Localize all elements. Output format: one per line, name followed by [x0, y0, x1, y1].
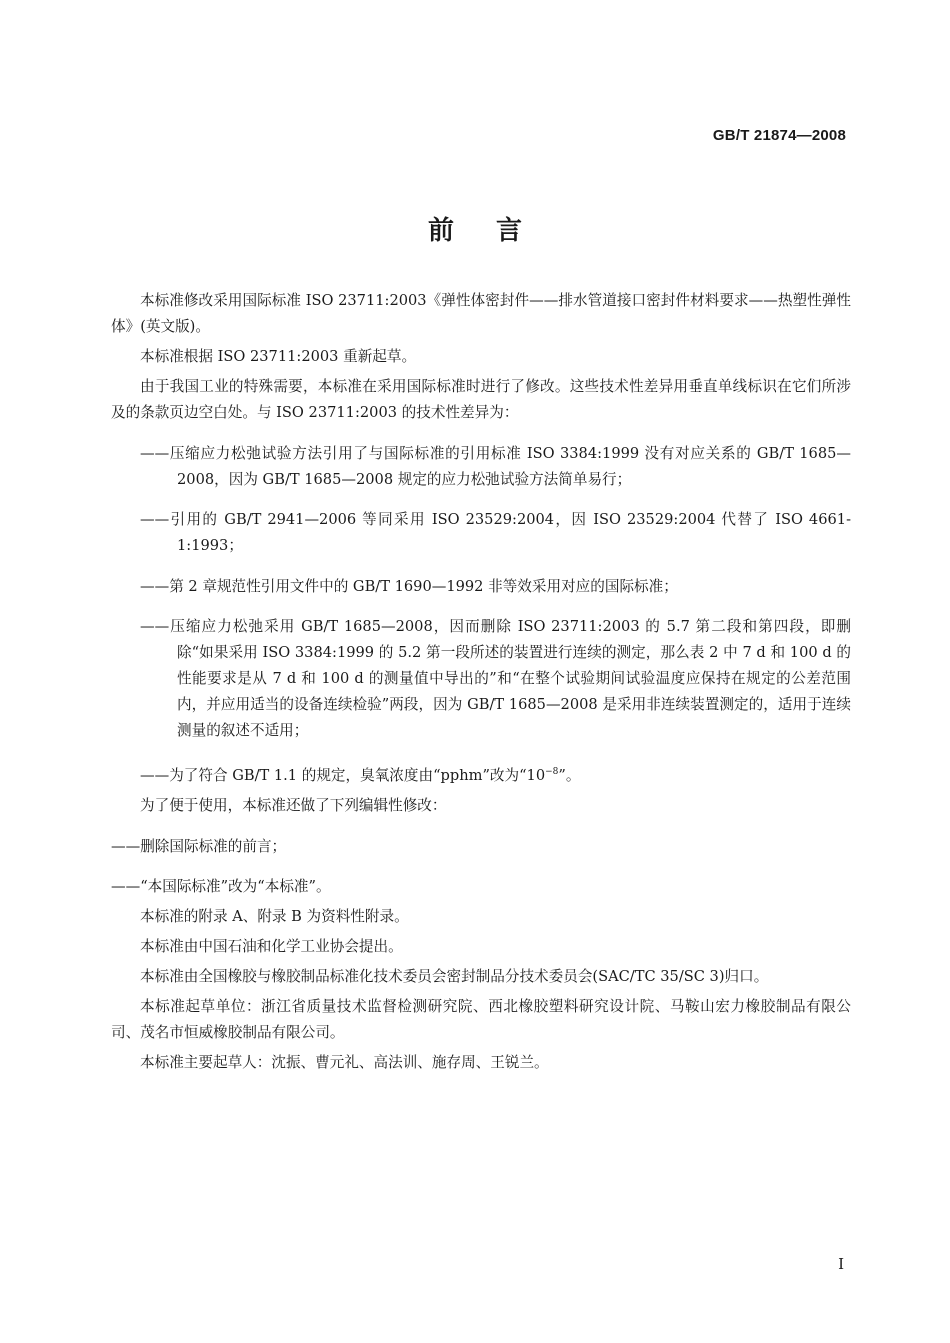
paragraph: 本标准由全国橡胶与橡胶制品标准化技术委员会密封制品分技术委员会(SAC/TC 35/SC 3)归口。	[140, 968, 769, 986]
paragraph: 本标准根据 ISO 23711:2003 重新起草。	[140, 348, 417, 365]
list-item: ——第 2 章规范性引用文件中的 GB/T 1690—1992 非等效采用对应的国际标准；	[140, 577, 678, 595]
paragraph: 本标准的附录 A、附录 B 为资料性附录。	[140, 908, 409, 926]
paragraph: 为了便于使用，本标准还做了下列编辑性修改：	[140, 796, 447, 814]
page-title: 前言	[427, 216, 564, 246]
list-item: ——引用的 GB/T 2941—2006 等同采用 ISO 23529:2004，因 ISO 23529:2004 代替了 ISO 4661-1:1993；	[140, 511, 851, 555]
list-item: ——“本国际标准”改为“本标准”。	[111, 878, 331, 896]
standard-code: GB/T 21874—2008	[712, 127, 846, 144]
ozone-text: ——为了符合 GB/T 1.1 的规定，臭氧浓度由“pphm”改为“10	[140, 766, 546, 784]
list-item: ——删除国际标准的前言；	[111, 837, 287, 855]
list-item: ——压缩应力松弛采用 GB/T 1685—2008，因而删除 ISO 23711:2003 的 5.7 第二段和第四段，即删除“如果采用 ISO 3384:1999 的 5.2 第一段所述的装置进行连续的测定，那么表 2 中 7 d 和 100 d 的性能要求是从 7 d 和 100 d 的测量值中导出的”和“在整个试验期间试验温度应保持在规定的公差范围内，并应用适当的设备连续检验”两段，因为 GB/T 1685—2008 是采用非连续装置测定的，适用于连续测量的叙述不适用；	[140, 618, 851, 740]
page-number: I	[838, 1255, 844, 1273]
list-item	[111, 759, 851, 789]
list-item: ——压缩应力松弛试验方法引用了与国际标准的引用标准 ISO 3384:1999 没有对应关系的 GB/T 1685—2008，因为 GB/T 1685—2008 规定的应力松弛试验方法简单易行；	[140, 444, 851, 488]
ozone-exponent: −8	[545, 766, 559, 777]
paragraph: 本标准主要起草人：沈振、曹元礼、高法训、施存周、王锐兰。	[140, 1054, 549, 1072]
ozone-tail: ”。	[558, 766, 581, 784]
paragraph: 本标准起草单位：浙江省质量技术监督检测研究院、西北橡胶塑料研究设计院、马鞍山宏力橡胶制品有限公司、茂名市恒威橡胶制品有限公司。	[111, 998, 851, 1042]
document-body	[111, 288, 851, 1080]
paragraph: 本标准由中国石油和化学工业协会提出。	[140, 938, 403, 956]
paragraph: 本标准修改采用国际标准 ISO 23711:2003《弹性体密封件——排水管道接口密封件材料要求——热塑性弹性体》(英文版)。	[111, 292, 851, 335]
paragraph: 由于我国工业的特殊需要，本标准在采用国际标准时进行了修改。这些技术性差异用垂直单线标识在它们所涉及的条款页边空白处。与 ISO 23711:2003 的技术性差异为：	[111, 378, 851, 421]
